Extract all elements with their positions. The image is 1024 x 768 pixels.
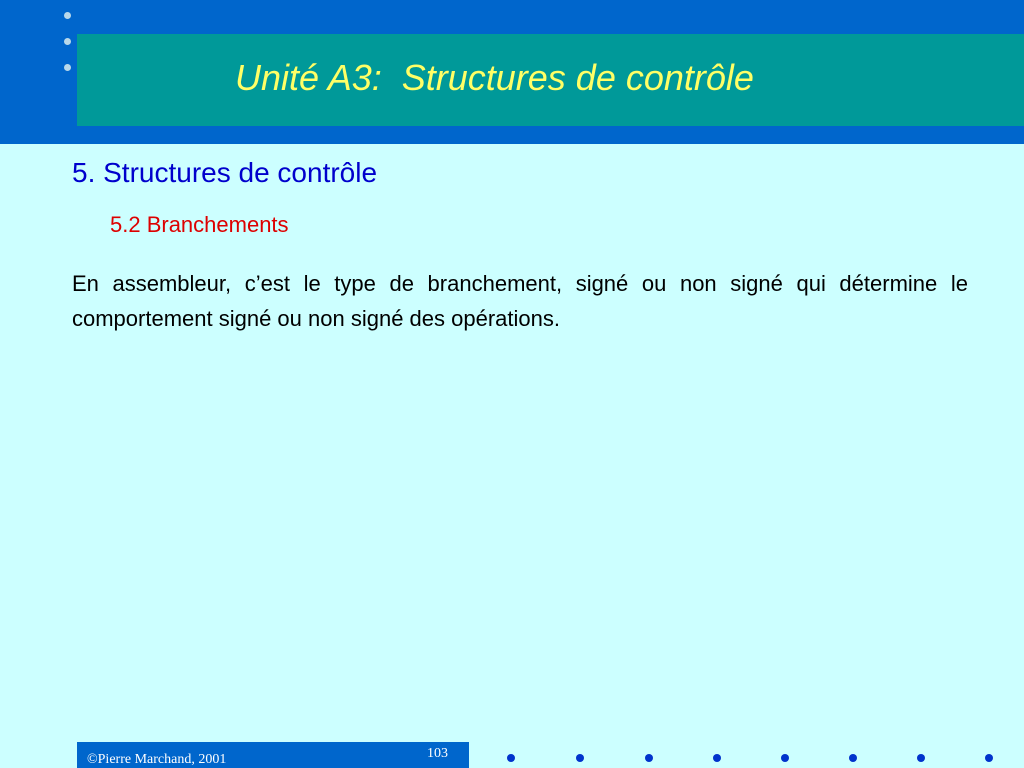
- decorative-dot: [64, 12, 71, 19]
- slide-page-number: 103: [427, 746, 448, 761]
- decorative-dot: [781, 754, 789, 762]
- decorative-dot: [645, 754, 653, 762]
- decorative-dot: [576, 754, 584, 762]
- decorative-dot: [917, 754, 925, 762]
- section-heading: 5. Structures de contrôle: [72, 157, 378, 188]
- slide-title: Unité A3: Structures de contrôle: [235, 57, 754, 98]
- subsection-heading: 5.2 Branchements: [110, 212, 289, 237]
- decorative-dot: [64, 64, 71, 71]
- decorative-dot: [849, 754, 857, 762]
- decorative-dot: [64, 38, 71, 45]
- body-paragraph: En assembleur, c’est le type de branchement, signé ou non signé qui détermine le comportement signé ou non signé des opérations.: [72, 271, 968, 331]
- footer-copyright: ©Pierre Marchand, 2001: [87, 752, 227, 767]
- decorative-dot: [985, 754, 993, 762]
- decorative-dot: [713, 754, 721, 762]
- decorative-dot: [507, 754, 515, 762]
